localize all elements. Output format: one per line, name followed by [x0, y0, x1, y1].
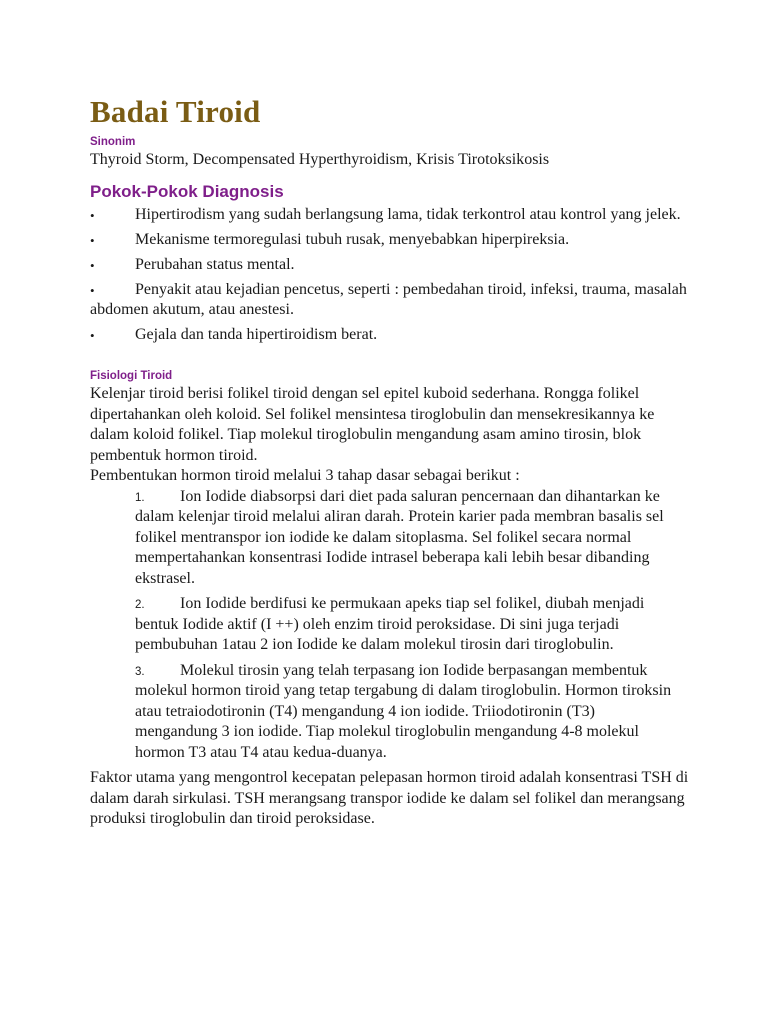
- step-text: Ion Iodide diabsorpsi dari diet pada saluran pencernaan dan dihantarkan ke dalam kelenjar tiroid melalui aliran darah. Protein karier pada membran basalis sel folikel mentranspor ion iodide ke dalam sitoplasma. Sel folikel secara normal mempertahankan konsentrasi Iodide intrasel beberapa kali lebih besar dibanding ekstrasel.: [135, 487, 664, 587]
- diagnosis-list: [90, 205, 690, 346]
- list-item: [135, 661, 690, 764]
- bullet-icon: •: [90, 232, 95, 248]
- step-number: 3.: [135, 665, 145, 678]
- fisiologi-intro: Pembentukan hormon tiroid melalui 3 tahap dasar sebagai berikut :: [90, 467, 520, 484]
- list-item: [135, 487, 690, 590]
- diagnosis-item-text: Mekanisme termoregulasi tubuh rusak, menyebabkan hiperpireksia.: [135, 230, 570, 248]
- step-number: 1.: [135, 491, 145, 504]
- bullet-icon: •: [90, 282, 95, 298]
- list-item: [90, 230, 690, 251]
- closing-paragraph: Faktor utama yang mengontrol kecepatan pelepasan hormon tiroid adalah konsentrasi TSH di dalam darah sirkulasi. TSH merangsang transpor iodide ke dalam sel folikel dan merangsang produksi tiroglobulin dan tiroid peroksidase.: [90, 769, 689, 827]
- list-item: [90, 280, 690, 321]
- bullet-icon: •: [90, 207, 95, 223]
- bullet-icon: •: [90, 328, 95, 343]
- fisiologi-heading: Fisiologi Tiroid: [90, 370, 173, 382]
- diagnosis-heading: Pokok-Pokok Diagnosis: [90, 181, 284, 201]
- document-title: Badai Tiroid: [90, 94, 261, 129]
- list-item: [90, 205, 690, 226]
- diagnosis-item-text: Hipertirodism yang sudah berlangsung lama, tidak terkontrol atau kontrol yang jelek.: [135, 205, 681, 223]
- sinonim-label: Sinonim: [90, 136, 136, 148]
- step-text: Molekul tirosin yang telah terpasang ion Iodide berpasangan membentuk molekul hormon tiroid yang tetap tergabung di dalam tiroglobulin. Hormon tiroksin atau tetraiodotironin (T4) mengandung 4 ion iodide. Triiodotironin (T3) mengandung 3 ion iodide. Tiap molekul tiroglobulin mengandung 4-8 molekul hormon T3 atau T4 atau kedua-duanya.: [135, 661, 672, 761]
- list-item: [90, 325, 690, 346]
- document-page: [90, 92, 690, 830]
- diagnosis-item-text: Gejala dan tanda hipertiroidism berat.: [135, 326, 378, 343]
- step-text: Ion Iodide berdifusi ke permukaan apeks tiap sel folikel, diubah menjadi bentuk Iodide aktif (I ++) oleh enzim tiroid peroksidase. Di sini juga terjadi pembubuhan 1atau 2 ion Iodide ke dalam molekul tirosin dari tiroglobulin.: [135, 595, 645, 653]
- list-item: [135, 594, 690, 656]
- diagnosis-item-text: Perubahan status mental.: [135, 255, 295, 273]
- diagnosis-item-text: Penyakit atau kejadian pencetus, seperti : pembedahan tiroid, infeksi, trauma, masalah abdomen akutum, atau anestesi.: [90, 280, 687, 318]
- bullet-icon: •: [90, 257, 95, 273]
- fisiologi-paragraph: Kelenjar tiroid berisi folikel tiroid dengan sel epitel kuboid sederhana. Rongga folikel dipertahankan oleh koloid. Sel folikel mensintesa tiroglobulin dan mensekresikannya ke dalam koloid folikel. Tiap molekul tiroglobulin mengandung asam amino tirosin, blok pembentuk hormon tiroid.: [90, 385, 655, 464]
- sinonim-text: Thyroid Storm, Decompensated Hyperthyroidism, Krisis Tirotoksikosis: [90, 151, 550, 168]
- step-number: 2.: [135, 599, 145, 611]
- steps-list: [90, 487, 690, 764]
- list-item: [90, 255, 690, 276]
